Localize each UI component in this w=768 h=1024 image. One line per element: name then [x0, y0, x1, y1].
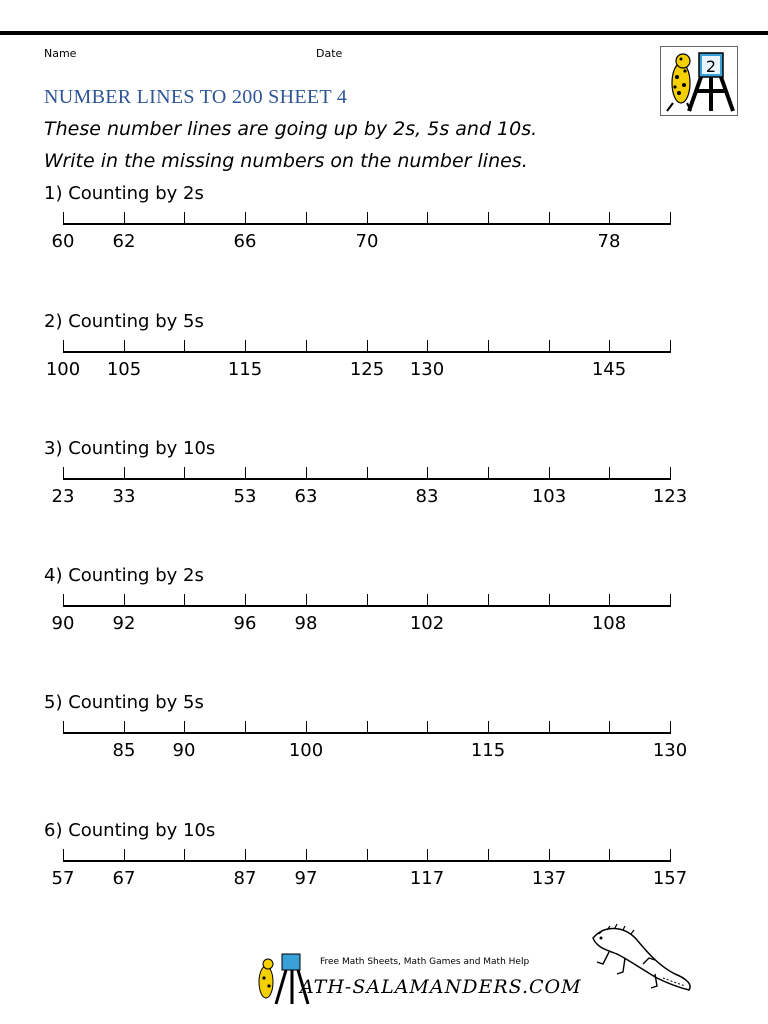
- number-line-tick: [306, 849, 307, 862]
- number-label: 33: [112, 486, 136, 507]
- salamander-drawing-icon: [585, 918, 697, 998]
- number-line-tick: [245, 212, 246, 225]
- number-line-tick: [184, 721, 185, 734]
- number-line-tick: [367, 721, 368, 734]
- question-label: 4) Counting by 2s: [44, 565, 204, 586]
- footer-tagline: Free Math Sheets, Math Games and Math Help: [320, 957, 530, 967]
- number-line-tick: [63, 849, 64, 862]
- number-label: 108: [591, 613, 627, 634]
- number-label: 115: [227, 359, 263, 380]
- number-line-tick: [609, 721, 610, 734]
- number-line-tick: [124, 594, 125, 607]
- question-label: 6) Counting by 10s: [44, 820, 216, 841]
- number-label: 157: [652, 868, 688, 889]
- number-line-tick: [184, 212, 185, 225]
- number-label: 137: [531, 868, 567, 889]
- number-line-tick: [367, 212, 368, 225]
- number-label: 100: [288, 740, 324, 761]
- number-line-tick: [670, 594, 671, 607]
- number-line-tick: [609, 340, 610, 353]
- number-line-tick: [488, 849, 489, 862]
- number-line-tick: [306, 467, 307, 480]
- number-line-tick: [245, 721, 246, 734]
- number-line-tick: [670, 467, 671, 480]
- number-line-tick: [670, 212, 671, 225]
- number-label: 85: [112, 740, 136, 761]
- number-line-tick: [63, 594, 64, 607]
- number-line-tick: [63, 467, 64, 480]
- number-line-tick: [549, 467, 550, 480]
- instruction-line-2: Write in the missing numbers on the number lines.: [44, 150, 528, 172]
- number-label: 57: [51, 868, 75, 889]
- number-label: 96: [233, 613, 257, 634]
- number-line-tick: [367, 849, 368, 862]
- number-line-tick: [549, 849, 550, 862]
- number-line-tick: [549, 721, 550, 734]
- instruction-line-1: These number lines are going up by 2s, 5s and 10s.: [44, 118, 538, 140]
- number-line-tick: [488, 212, 489, 225]
- number-label: 105: [106, 359, 142, 380]
- question-label: 2) Counting by 5s: [44, 311, 204, 332]
- number-line-tick: [609, 594, 610, 607]
- number-label: 23: [51, 486, 75, 507]
- salamander-logo-box: [660, 46, 738, 116]
- number-label: 83: [415, 486, 439, 507]
- number-line-tick: [367, 340, 368, 353]
- number-label: 117: [409, 868, 445, 889]
- number-label: 62: [112, 231, 136, 252]
- number-label: 53: [233, 486, 257, 507]
- number-line-tick: [63, 212, 64, 225]
- number-label: 63: [294, 486, 318, 507]
- number-line-tick: [427, 340, 428, 353]
- number-line-tick: [488, 340, 489, 353]
- logo-number: 2: [705, 57, 717, 76]
- number-label: 78: [597, 231, 621, 252]
- number-line-tick: [124, 212, 125, 225]
- number-label: 67: [112, 868, 136, 889]
- number-line-tick: [306, 594, 307, 607]
- question-label: 1) Counting by 2s: [44, 183, 204, 204]
- number-line-tick: [124, 467, 125, 480]
- number-label: 90: [172, 740, 196, 761]
- number-label: 66: [233, 231, 257, 252]
- number-line-tick: [488, 594, 489, 607]
- number-line-tick: [184, 594, 185, 607]
- number-line-tick: [609, 467, 610, 480]
- number-line-tick: [549, 594, 550, 607]
- number-label: 130: [409, 359, 445, 380]
- number-line-tick: [549, 212, 550, 225]
- number-line-tick: [427, 594, 428, 607]
- number-line-tick: [63, 721, 64, 734]
- number-line-tick: [245, 594, 246, 607]
- number-line-tick: [184, 849, 185, 862]
- number-label: 125: [349, 359, 385, 380]
- number-line-tick: [609, 212, 610, 225]
- number-line-tick: [427, 467, 428, 480]
- number-label: 100: [45, 359, 81, 380]
- number-line-tick: [488, 721, 489, 734]
- number-label: 92: [112, 613, 136, 634]
- number-line-tick: [63, 340, 64, 353]
- number-label: 103: [531, 486, 567, 507]
- number-line-tick: [488, 467, 489, 480]
- number-line-tick: [427, 849, 428, 862]
- number-line-tick: [670, 340, 671, 353]
- number-line-tick: [609, 849, 610, 862]
- name-label: Name: [44, 47, 77, 60]
- number-label: 87: [233, 868, 257, 889]
- salamander-logo-icon: [661, 47, 737, 115]
- question-label: 3) Counting by 10s: [44, 438, 216, 459]
- number-label: 90: [51, 613, 75, 634]
- number-line-tick: [124, 340, 125, 353]
- top-rule: [0, 31, 768, 35]
- number-line-tick: [367, 467, 368, 480]
- footer-brand: ATH-SALAMANDERS.COM: [300, 976, 582, 998]
- number-line-tick: [427, 721, 428, 734]
- number-label: 130: [652, 740, 688, 761]
- number-line-tick: [306, 340, 307, 353]
- number-line-tick: [124, 721, 125, 734]
- number-label: 102: [409, 613, 445, 634]
- number-line-tick: [184, 467, 185, 480]
- number-line-tick: [245, 467, 246, 480]
- number-line-tick: [367, 594, 368, 607]
- number-label: 145: [591, 359, 627, 380]
- number-label: 97: [294, 868, 318, 889]
- number-label: 60: [51, 231, 75, 252]
- number-line-tick: [306, 212, 307, 225]
- number-line-tick: [124, 849, 125, 862]
- number-line-tick: [245, 849, 246, 862]
- number-line-tick: [184, 340, 185, 353]
- number-line-tick: [549, 340, 550, 353]
- number-line-tick: [306, 721, 307, 734]
- number-label: 123: [652, 486, 688, 507]
- number-label: 98: [294, 613, 318, 634]
- number-line-tick: [670, 721, 671, 734]
- number-label: 70: [355, 231, 379, 252]
- number-line-tick: [427, 212, 428, 225]
- worksheet-title: NUMBER LINES TO 200 SHEET 4: [44, 86, 348, 108]
- question-label: 5) Counting by 5s: [44, 692, 204, 713]
- number-label: 115: [470, 740, 506, 761]
- number-line-tick: [670, 849, 671, 862]
- date-label: Date: [316, 47, 343, 60]
- number-line-tick: [245, 340, 246, 353]
